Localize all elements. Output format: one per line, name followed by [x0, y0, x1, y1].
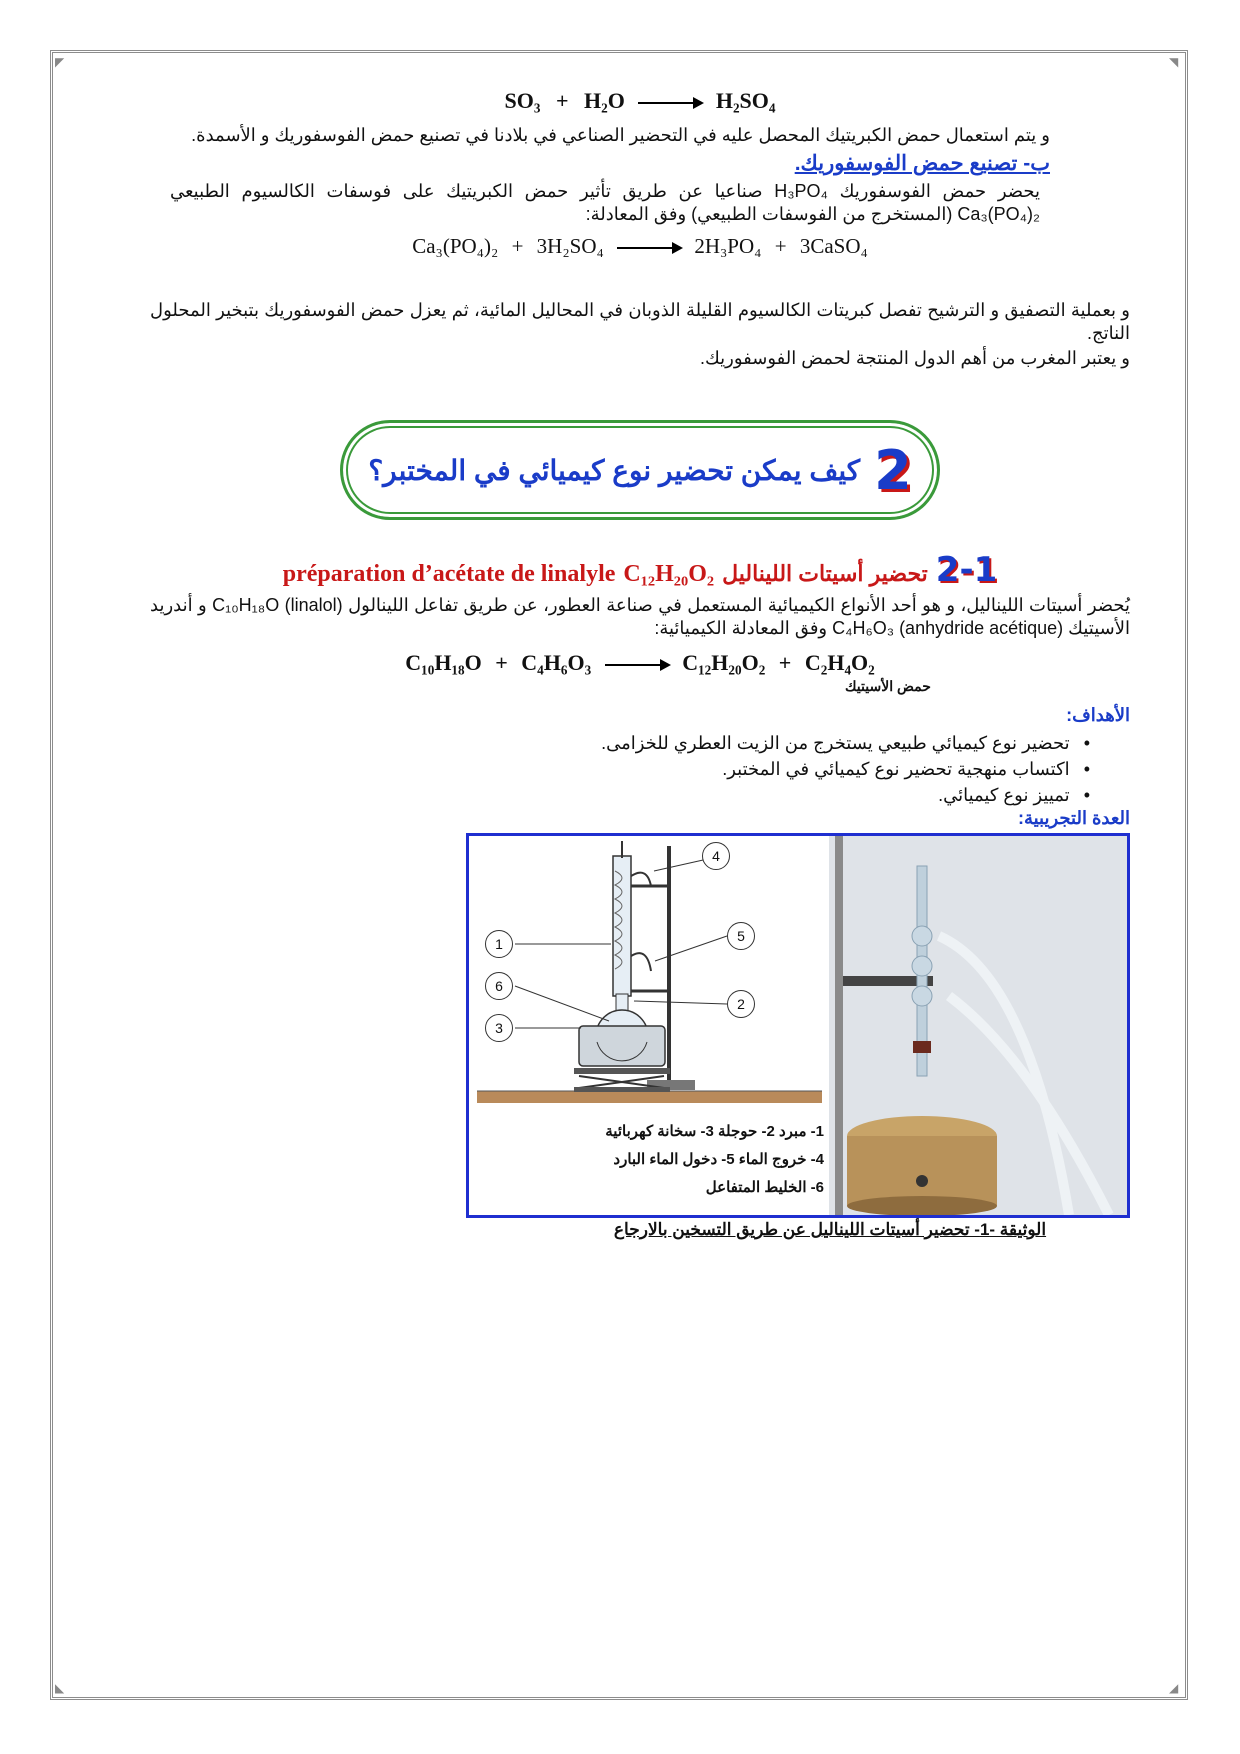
goals-heading: الأهداف:	[1066, 705, 1130, 725]
corner-mark: ◢	[1169, 1681, 1179, 1695]
corner-mark: ◣	[55, 1681, 65, 1695]
label-3: 3	[485, 1014, 513, 1042]
paragraph-filtration: و بعملية التصفيق و الترشيح تفصل كبريتات الكالسيوم القليلة الذوبان في المحاليل المائية، ثم يعزل حمض الفوسفوريك بتبخير المحلول الناتج.	[150, 300, 1131, 343]
equation-linalyl: C₁₀H₁₈O + C₄H₆O₃ C₁₂H₂₀O₂ + C₂H₄O₂	[405, 650, 875, 675]
figure-caption: الوثيقة -1- تحضير أسيتات الليناليل عن طريق التسخين بالارجاع	[613, 1220, 1047, 1239]
section-2-1-number: 2-1	[935, 550, 998, 590]
section-2-banner	[340, 420, 940, 520]
corner-mark: ◤	[55, 55, 65, 69]
list-item: • تحضير نوع كيميائي طبيعي يستخرج من الزيت العطري للخزامى.	[150, 730, 1090, 756]
label-4: 4	[702, 842, 730, 870]
reaction-arrow	[617, 247, 681, 249]
label-2: 2	[727, 990, 755, 1018]
paragraph-morocco: و يعتبر المغرب من أهم الدول المنتجة لحمض الفوسفوريك.	[700, 348, 1130, 368]
section-2-1-title-ar: تحضير أسيتات الليناليل	[722, 561, 928, 586]
list-item: • اكتساب منهجية تحضير نوع كيميائي في المختبر.	[150, 756, 1090, 782]
equation-sulfuric: SO₃ + H₂O H₂SO₄	[504, 88, 776, 113]
reaction-arrow	[638, 102, 702, 104]
section-2-number: 2	[874, 438, 912, 502]
acetic-acid-label: حمض الأسيتيك	[845, 678, 931, 694]
corner-mark: ◥	[1169, 55, 1179, 69]
label-6: 6	[485, 972, 513, 1000]
figure-legend-line-3: 6- الخليط المتفاعل	[705, 1179, 824, 1196]
section-2-1-title-fr: préparation d’acétate de linalyle	[282, 561, 616, 587]
section-2-1-formula: C₁₂H₂₀O₂	[623, 561, 715, 587]
page-content	[150, 80, 1130, 1240]
apparatus-figure	[466, 833, 1130, 1218]
section-2-1-heading	[150, 550, 1130, 590]
paragraph-sulfuric-use: و يتم استعمال حمض الكبريتيك المحصل عليه في التحضير الصناعي في بلادنا في تصنيع حمض الفوسفوريك و الأسمدة.	[191, 125, 1050, 145]
apparatus-heading: العدة التجريبية:	[1017, 808, 1130, 828]
heading-phosphoric: ب- تصنيع حمض الفوسفوريك.	[794, 152, 1050, 175]
figure-legend-line-2: 4- خروج الماء 5- دخول الماء البارد	[613, 1151, 824, 1168]
reaction-arrow	[605, 664, 669, 666]
list-item: • تمييز نوع كيميائي.	[150, 782, 1090, 808]
label-1: 1	[485, 930, 513, 958]
equation-phosphoric: Ca₃(PO₄)₂ + 3H₂SO₄ 2H₃PO₄ + 3CaSO₄	[412, 234, 868, 258]
paragraph-linalyl: يُحضر أسيتات الليناليل، و هو أحد الأنواع الكيميائية المستعمل في صناعة العطور، عن طريق تفاعل اللينالول C₁₀H₁₈O (linalol) و أندريد الأسيتيك C₄H₆O₃ (anhydride acétique) وفق المعادلة الكيميائية:	[150, 595, 1130, 638]
paragraph-phosphoric: يحضر حمض الفوسفوريك H₃PO₄ صناعيا عن طريق تأثير حمض الكبريتيك على فوسفات الكالسيوم الطبيعي Ca₃(PO₄)₂ (المستخرج من الفوسفات الطبيعي) وفق المعادلة:	[170, 181, 1040, 224]
section-2-title: كيف يمكن تحضير نوع كيميائي في المختبر؟	[368, 454, 861, 486]
figure-legend-line-1: 1- مبرد 2- حوجلة 3- سخانة كهربائية	[605, 1123, 824, 1140]
goals-list	[150, 730, 1130, 808]
label-5: 5	[727, 922, 755, 950]
